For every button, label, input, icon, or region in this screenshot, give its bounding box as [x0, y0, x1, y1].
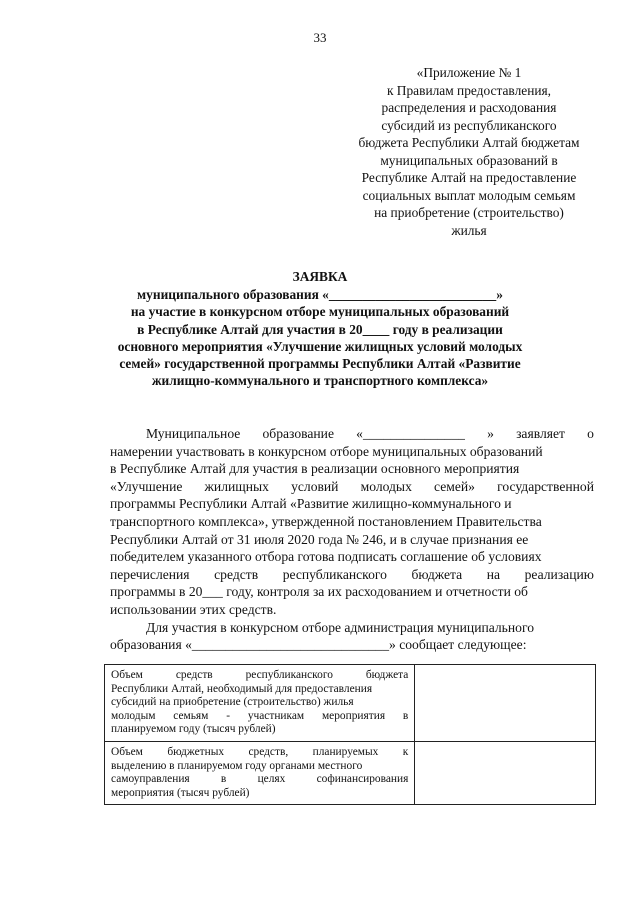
appendix-line: субсидий из республиканского [381, 117, 557, 133]
text-line: транспортного комплекса», утвержденной постановлением Правительства [110, 513, 542, 529]
text-line: победителем указанного отбора готова подписать соглашение об условиях [110, 549, 542, 565]
text-line: программы Республики Алтай «Развитие жилищно-коммунального и [110, 496, 512, 512]
title-line: на участие в конкурсном отборе муниципальных образований [130, 304, 510, 320]
table-row [105, 741, 596, 804]
title-line: муниципального образования «_________________________» [137, 287, 503, 303]
text-line: в Республике Алтай для участия в реализации основного мероприятия [110, 461, 520, 477]
text-line: программы в 20___ году, контроля за их расходованием и отчетности об [110, 584, 528, 600]
text-line: намерении участвовать в конкурсном отборе муниципальных образований [110, 443, 543, 459]
appendix-line: бюджета Республики Алтай бюджетам [358, 135, 580, 150]
text-line: «Улучшение жилищных условий молодых семей» государственной [110, 478, 594, 494]
appendix-line: социальных выплат молодым семьям [362, 187, 576, 203]
information-table [104, 664, 596, 805]
title-line: семей» государственной программы Республики Алтай «Развитие [119, 356, 521, 372]
table-row [105, 665, 596, 742]
application-body [110, 425, 594, 654]
title-line: жилищно-коммунального и транспортного комплекса» [151, 373, 489, 389]
text-line: Для участия в конкурсном отборе администрация муниципального [146, 619, 534, 635]
paragraph-information [110, 619, 594, 654]
text-line: образования «_____________________________» сообщает следующее: [110, 637, 527, 653]
text-line: перечисления средств республиканского бюджета на реализацию [110, 566, 594, 582]
row-label-cell: Объем бюджетных средств, планируемых к выделению в планируемом году органами местного самоуправления в целях софинансирования мероприятия (тысяч рублей) [105, 741, 415, 804]
text-line: использовании этих средств. [110, 601, 277, 617]
title-line: в Республике Алтай для участия в 20____ году в реализации [137, 321, 503, 337]
appendix-line: распределения и расходования [381, 100, 557, 115]
text-line: Муниципальное образование «_______________ » заявляет о [146, 426, 594, 441]
page-number: 33 [313, 30, 327, 45]
row-value-cell[interactable] [415, 665, 596, 742]
appendix-line: «Приложение № 1 [416, 65, 522, 80]
appendix-line: Республике Алтай на предоставление [361, 170, 577, 185]
appendix-note [332, 64, 606, 239]
paragraph-declaration [110, 425, 594, 619]
document-heading: ЗАЯВКА [292, 269, 348, 284]
text-line: Республики Алтай от 31 июля 2020 года № 246, и в случае признания ее [110, 531, 529, 547]
row-value-cell[interactable] [415, 741, 596, 804]
appendix-line: к Правилам предоставления, [386, 82, 552, 98]
application-title [92, 268, 548, 389]
row-label-cell: Объем средств республиканского бюджета Республики Алтай, необходимый для предоставления субсидий на приобретение (строительство) жилья молодым семьям - участникам мероприятия в планируемом году (тысяч рублей) [105, 665, 415, 742]
appendix-line: на приобретение (строительство) [374, 205, 564, 220]
appendix-line: жилья [451, 222, 487, 238]
appendix-line: муниципальных образований в [380, 152, 558, 168]
title-line: основного мероприятия «Улучшение жилищных условий молодых [117, 338, 523, 354]
